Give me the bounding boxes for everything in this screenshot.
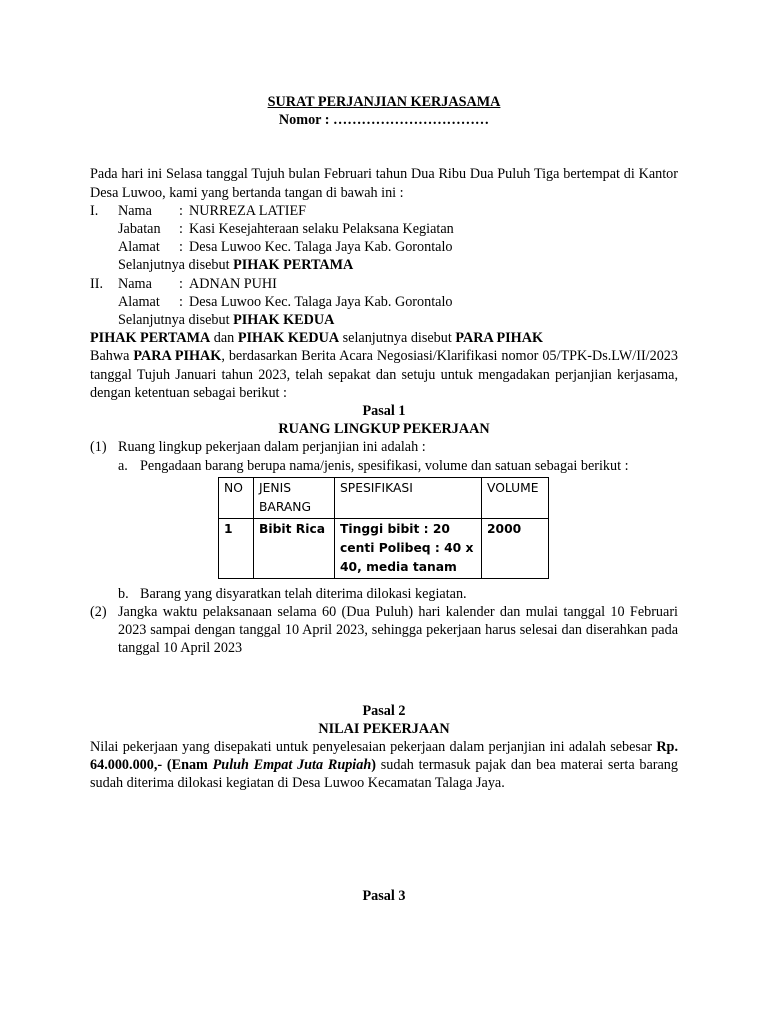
pasal1-item1-text: Ruang lingkup pekerjaan dalam perjanjian ini adalah : bbox=[118, 439, 426, 456]
pasal1-b-key: b. bbox=[118, 585, 129, 602]
party1-alamat-label: Alamat bbox=[118, 239, 160, 256]
document-number: Nomor : …………………………… bbox=[278, 112, 490, 129]
pasal3-title: Pasal 3 bbox=[362, 887, 406, 904]
pasal1-item1-num: (1) bbox=[90, 439, 107, 456]
pasal2-text2: sudah termasuk pajak dan bea materai serta barang sudah diterima dilokasi kegiatan di Desa Luwoo Kecamatan Talaga Jaya. bbox=[90, 757, 678, 792]
party2-nama-row bbox=[90, 275, 678, 293]
party2-alamat-row bbox=[90, 293, 678, 311]
pasal2-amount-close: ) bbox=[371, 757, 376, 774]
pasal1-item-b bbox=[90, 585, 678, 603]
party1-number: I. bbox=[90, 202, 99, 219]
pasal1-a-key: a. bbox=[118, 457, 128, 474]
party1-jabatan: Kasi Kesejahteraan selaku Pelaksana Kegiatan bbox=[189, 221, 454, 238]
party1-nama: NURREZA LATIEF bbox=[189, 202, 307, 219]
party1-jabatan-label: Jabatan bbox=[118, 221, 161, 238]
party2-nama: ADNAN PUHI bbox=[189, 275, 277, 292]
intro-paragraph: Pada hari ini Selasa tanggal Tujuh bulan Februari tahun Dua Ribu Dua Puluh Tiga bertempat di Kantor Desa Luwoo, kami yang bertanda tangan di bawah ini : bbox=[90, 166, 678, 201]
colon: : bbox=[179, 239, 183, 256]
table-cell-no: 1 bbox=[219, 518, 254, 578]
pasal2-amount: Rp. 64.000.000,- (Enam bbox=[90, 739, 678, 774]
party2-sebut-row bbox=[90, 311, 678, 329]
pasal2-amount-italic: Puluh Empat Juta Rupiah bbox=[212, 757, 372, 774]
para-p2: PIHAK KEDUA bbox=[237, 330, 340, 347]
colon: : bbox=[179, 221, 183, 238]
bahwa-paragraph bbox=[90, 347, 678, 402]
document-title: SURAT PERJANJIAN KERJASAMA bbox=[267, 94, 501, 110]
pasal2-subtitle: NILAI PEKERJAAN bbox=[318, 720, 450, 737]
party2-nama-label: Nama bbox=[118, 275, 152, 292]
document-page bbox=[90, 93, 678, 905]
party1-sebut: PIHAK PERTAMA bbox=[233, 257, 354, 274]
pasal2-text1: Nilai pekerjaan yang disepakati untuk penyelesaian pekerjaan dalam perjanjian ini adalah sebesar bbox=[90, 739, 652, 756]
table-header-spesifikasi: SPESIFIKASI bbox=[335, 477, 482, 518]
para-p1: PIHAK PERTAMA bbox=[90, 330, 211, 347]
pasal1-item2 bbox=[90, 603, 678, 658]
party2-alamat: Desa Luwoo Kec. Talaga Jaya Kab. Gorontalo bbox=[189, 293, 453, 310]
pasal2-title: Pasal 2 bbox=[362, 702, 406, 719]
pasal1-item2-num: (2) bbox=[90, 604, 107, 621]
pasal1-b-text: Barang yang disyaratkan telah diterima dilokasi kegiatan. bbox=[140, 585, 467, 602]
table-cell-spesifikasi: Tinggi bibit : 20 centi Polibeq : 40 x 40, media tanam bbox=[335, 518, 482, 578]
party1-sebut-row bbox=[90, 256, 678, 274]
table-header-volume: VOLUME bbox=[482, 477, 549, 518]
table-row bbox=[219, 518, 549, 578]
party1-alamat-row bbox=[90, 238, 678, 256]
bahwa-rest: , berdasarkan Berita Acara Negosiasi/Klarifikasi nomor 05/TPK-Ds.LW/II/2023 tanggal Tujuh Januari tahun 2023, telah sepakat dan setuju untuk mengadakan perjanjian kerjasama, dengan ketentuan sebagai berikut : bbox=[90, 348, 678, 401]
party2-alamat-label: Alamat bbox=[118, 293, 160, 310]
pasal2-paragraph bbox=[90, 738, 678, 793]
pasal1-item2-text: Jangka waktu pelaksanaan selama 60 (Dua Puluh) hari kalender dan mulai tanggal 10 Februari 2023 sampai dengan tanggal 10 April 2023, sehingga pekerjaan harus selesai dan diserahkan pada tanggal 10 April 2023 bbox=[118, 604, 678, 657]
party1-nama-row bbox=[90, 202, 678, 220]
para-dan: dan bbox=[213, 330, 235, 347]
table-header-no: NO bbox=[219, 477, 254, 518]
pasal1-subtitle: RUANG LINGKUP PEKERJAAN bbox=[278, 421, 490, 438]
party1-nama-label: Nama bbox=[118, 202, 152, 219]
pasal1-item-a bbox=[90, 457, 678, 475]
party1-alamat: Desa Luwoo Kec. Talaga Jaya Kab. Gorontalo bbox=[189, 239, 453, 256]
table-cell-volume: 2000 bbox=[482, 518, 549, 578]
party1-sebut-prefix: Selanjutnya disebut bbox=[118, 257, 230, 274]
para-mid: selanjutnya disebut bbox=[342, 330, 452, 347]
colon: : bbox=[179, 293, 183, 310]
pasal1-a-text: Pengadaan barang berupa nama/jenis, spesifikasi, volume dan satuan sebagai berikut : bbox=[140, 457, 629, 474]
colon: : bbox=[179, 202, 183, 219]
pasal1-title: Pasal 1 bbox=[362, 403, 406, 420]
pasal1-item1 bbox=[90, 438, 678, 456]
para-parapihak: PARA PIHAK bbox=[455, 330, 543, 347]
bahwa-prefix: Bahwa bbox=[90, 348, 130, 365]
party1-jabatan-row bbox=[90, 220, 678, 238]
spec-table bbox=[218, 477, 549, 579]
party2-number: II. bbox=[90, 275, 103, 292]
party2-sebut-prefix: Selanjutnya disebut bbox=[118, 312, 230, 329]
table-cell-jenis: Bibit Rica bbox=[254, 518, 335, 578]
para-pihak-line bbox=[90, 329, 678, 347]
party2-sebut: PIHAK KEDUA bbox=[233, 312, 335, 329]
table-header-jenis: JENIS BARANG bbox=[254, 477, 335, 518]
colon: : bbox=[179, 275, 183, 292]
table-header-row bbox=[219, 477, 549, 518]
bahwa-bold: PARA PIHAK bbox=[133, 348, 222, 365]
